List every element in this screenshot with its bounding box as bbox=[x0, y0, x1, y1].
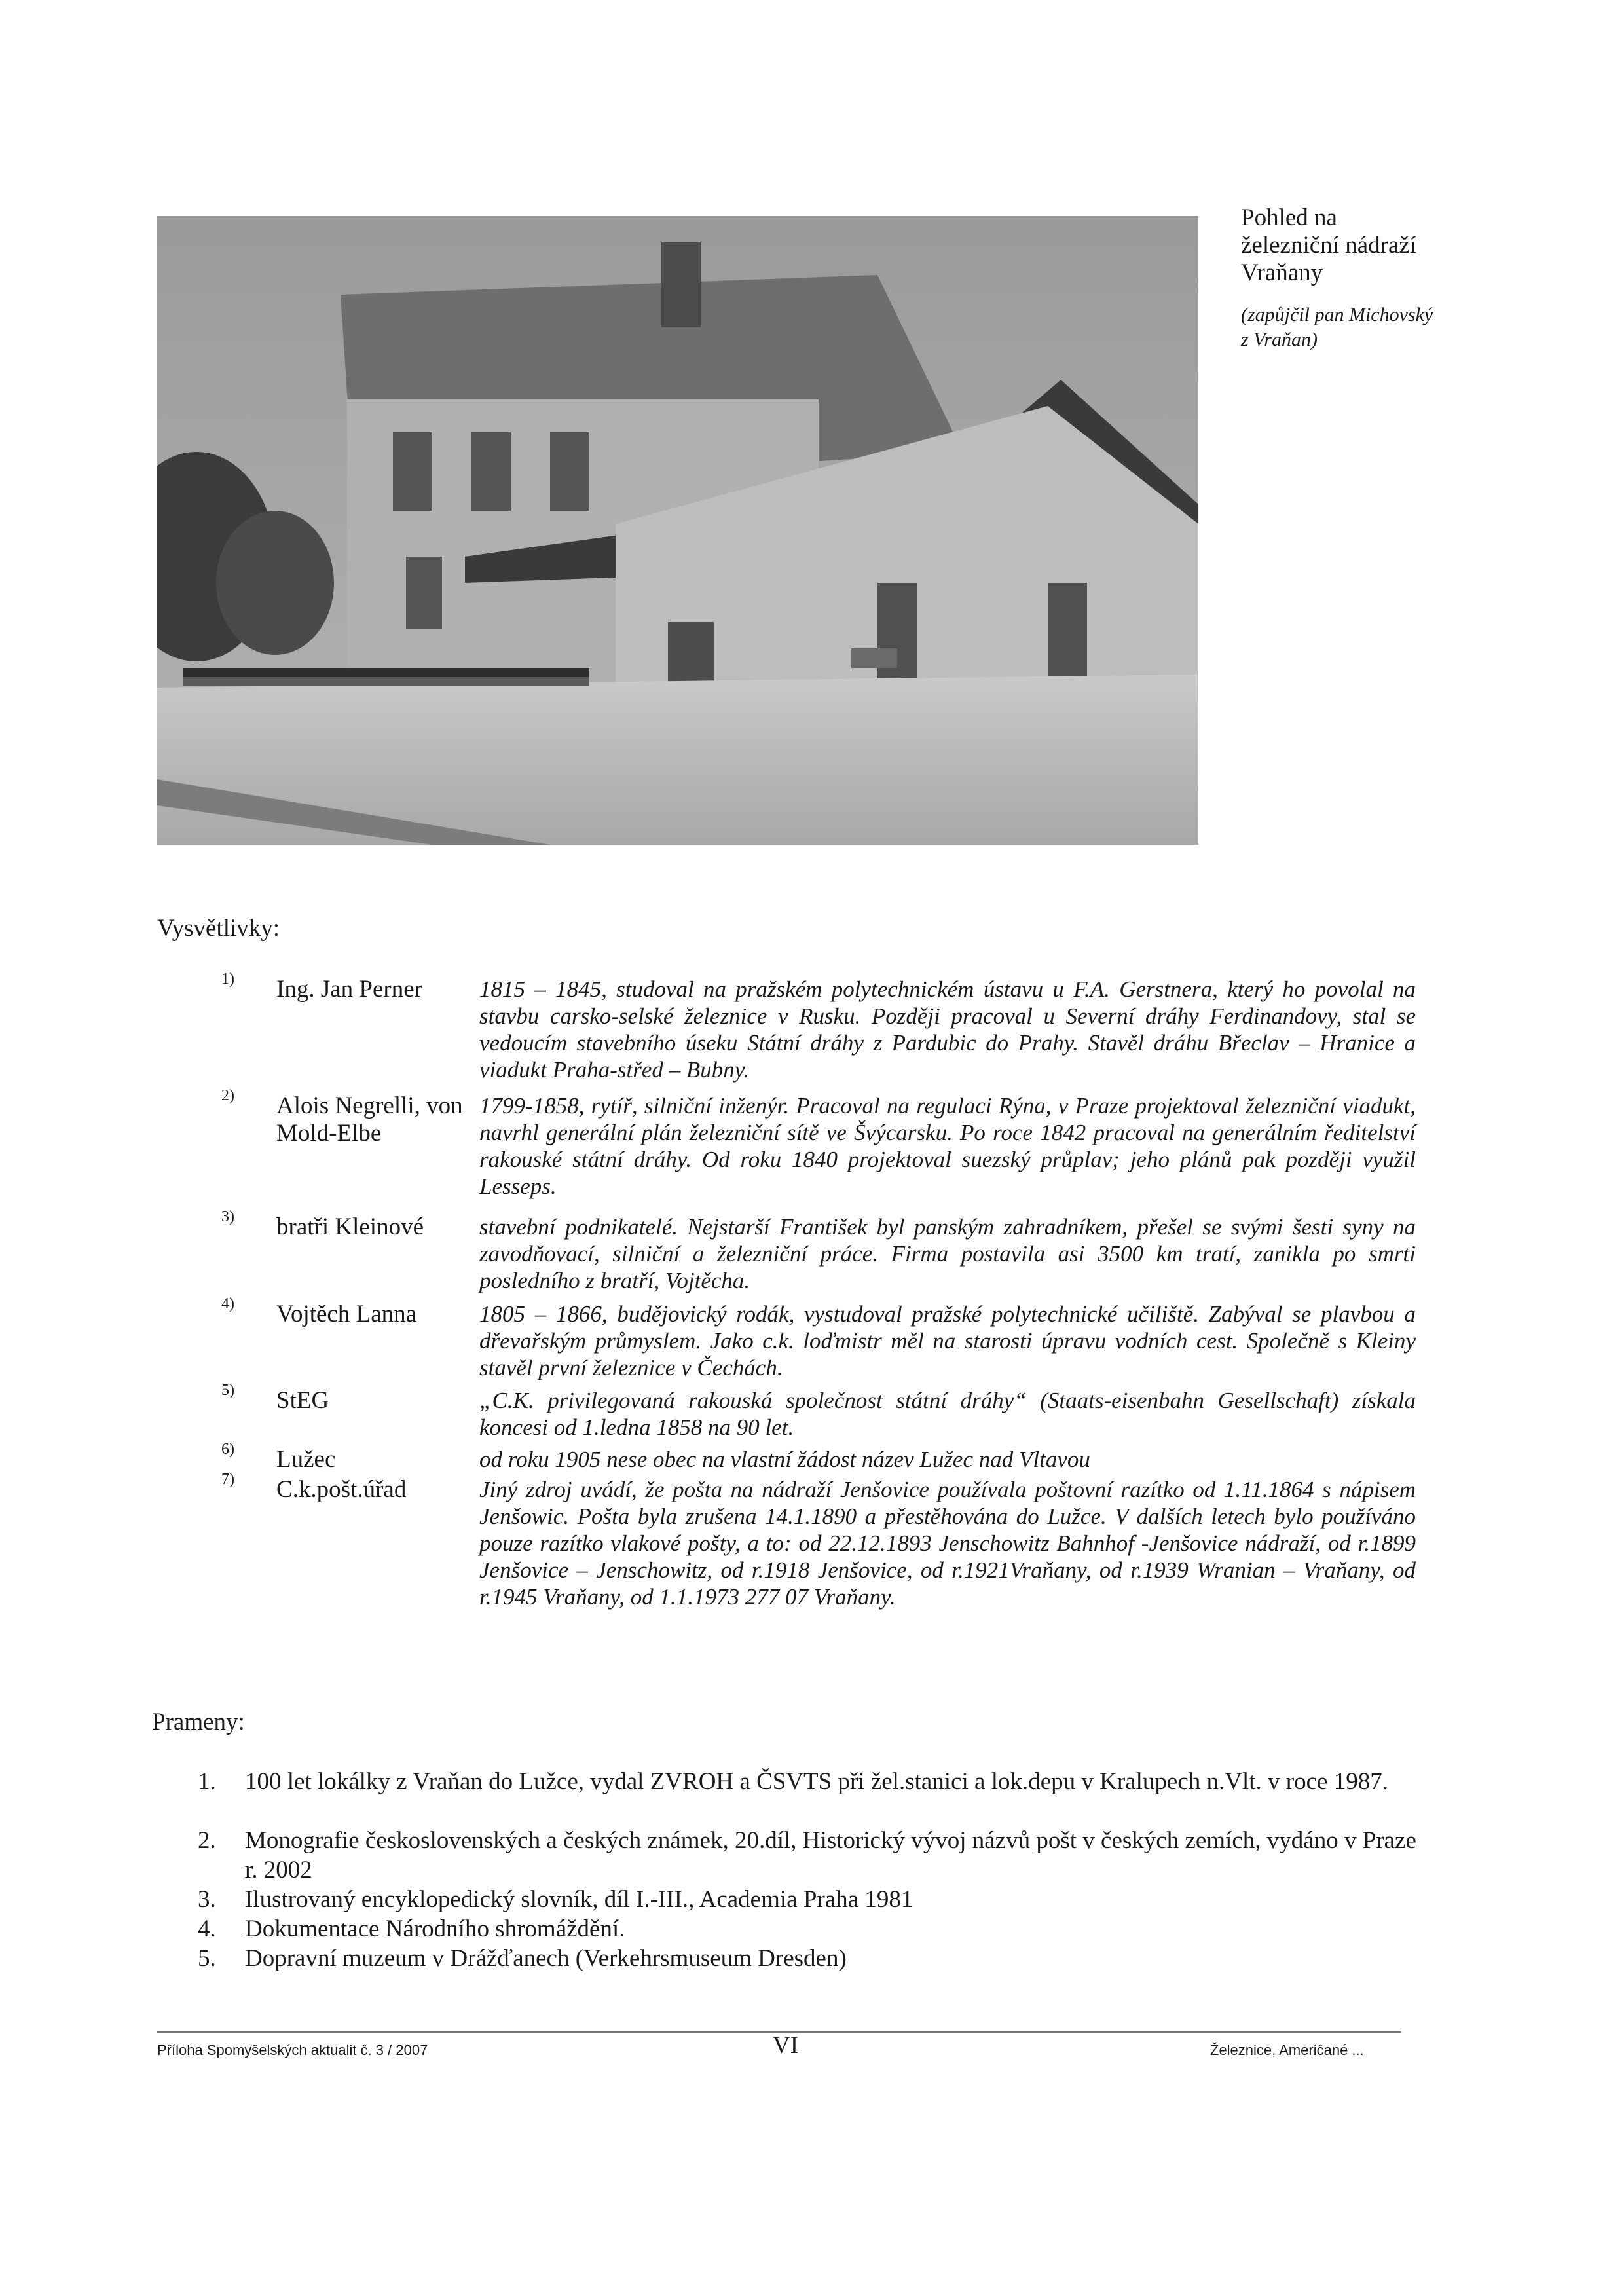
note-text: od roku 1905 nese obec na vlastní žádost název Lužec nad Vltavou bbox=[479, 1447, 1090, 1472]
legend-heading: Vysvětlivky: bbox=[157, 915, 280, 942]
photo-caption-title: Pohled na železniční nádraží Vraňany bbox=[1241, 204, 1417, 286]
photo-caption-credit: (zapůjčil pan Michovský z Vraňan) bbox=[1241, 304, 1433, 350]
photo-caption bbox=[1241, 204, 1437, 352]
source-text: Dopravní muzeum v Drážďanech (Verkehrsmuseum Dresden) bbox=[245, 1945, 847, 1972]
note-term: C.k.pošt.úřad bbox=[276, 1476, 407, 1503]
note-term: bratři Kleinové bbox=[276, 1213, 424, 1240]
note-term: Alois Negrelli, von Mold-Elbe bbox=[276, 1092, 463, 1147]
station-photo-illustration bbox=[157, 216, 1198, 845]
note-number: 5) bbox=[221, 1382, 234, 1399]
note-text: 1815 – 1845, studoval na pražském polytechnickém ústavu u F.A. Gerstnera, který ho povolal na stavbu carsko-selské železnice v Rusku. Později pracoval u Severní dráhy Ferdinandovy, stal se vedoucím stavebního úseku Státní dráhy z Pardubic do Prahy. Stavěl dráhu Břeclav – Hranice a viadukt Praha-střed – Bubny. bbox=[479, 976, 1416, 1083]
footer-publication: Příloha Spomyšelských aktualit č. 3 / 2007 bbox=[157, 2042, 428, 2058]
station-photo bbox=[157, 216, 1198, 845]
source-number: 3. bbox=[198, 1886, 216, 1913]
source-text: Ilustrovaný encyklopedický slovník, díl I.-III., Academia Praha 1981 bbox=[245, 1886, 913, 1913]
source-number: 1. bbox=[198, 1768, 216, 1795]
source-number: 5. bbox=[198, 1945, 216, 1972]
footer-section-title: Železnice, Američané ... bbox=[1210, 2042, 1364, 2058]
note-number: 3) bbox=[221, 1208, 234, 1225]
note-number: 2) bbox=[221, 1087, 234, 1104]
source-text: Monografie československých a českých známek, 20.díl, Historický vývoj názvů pošt v českých zemích, vydáno v Praze r. 2002 bbox=[245, 1827, 1416, 1883]
note-text: 1799-1858, rytíř, silniční inženýr. Pracoval na regulaci Rýna, v Praze projektoval železniční viadukt, navrhl generální plán železniční sítě ve Švýcarsku. Po roce 1842 pracoval na generálním ředitelství rakouské státní dráhy. Od roku 1840 projektoval suezský průplav; jeho plánů pak později využil Lesseps. bbox=[479, 1093, 1416, 1199]
page-number: VI bbox=[773, 2032, 799, 2059]
source-text: Dokumentace Národního shromáždění. bbox=[245, 1916, 625, 1942]
note-number: 6) bbox=[221, 1441, 234, 1458]
source-number: 4. bbox=[198, 1916, 216, 1942]
source-number: 2. bbox=[198, 1827, 216, 1854]
note-text: stavební podnikatelé. Nejstarší František byl panským zahradníkem, přešel se svými šesti syny na zavodňovací, silniční a železniční práce. Firma postavila asi 3500 km tratí, zanikla po smrti posledního z bratří, Vojtěcha. bbox=[479, 1214, 1416, 1293]
note-text: 1805 – 1866, budějovický rodák, vystudoval pražské polytechnické učiliště. Zabýval se plavbou a dřevařským průmyslem. Jako c.k. loďmistr měl na starosti úpravu vodních cest. Společně s Kleiny stavěl první železnice v Čechách. bbox=[479, 1301, 1416, 1380]
note-term: Vojtěch Lanna bbox=[276, 1301, 417, 1327]
note-number: 7) bbox=[221, 1471, 234, 1488]
note-term: Lužec bbox=[276, 1446, 336, 1473]
note-term: StEG bbox=[276, 1387, 329, 1414]
note-number: 4) bbox=[221, 1295, 234, 1312]
note-text: „C.K. privilegovaná rakouská společnost státní dráhy“ (Staats-eisenbahn Gesellschaft) získala koncesi od 1.ledna 1858 na 90 let. bbox=[479, 1388, 1416, 1440]
note-number: 1) bbox=[221, 971, 234, 988]
note-term: Ing. Jan Perner bbox=[276, 976, 422, 1003]
note-text: Jiný zdroj uvádí, že pošta na nádraží Jenšovice používala poštovní razítko od 1.11.1864 s nápisem Jenšowic. Pošta byla zrušena 14.1.1890 a přestěhována do Lužce. V dalších letech bylo používáno pouze razítko vlakové pošty, a to: od 22.12.1893 Jenschowitz Bahnhof -Jenšovice nádraží, od r.1899 Jenšovice – Jenschowitz, od r.1918 Jenšovice, od r.1921Vraňany, od r.1939 Wranian – Vraňany, od r.1945 Vraňany, od 1.1.1973 277 07 Vraňany. bbox=[479, 1477, 1416, 1610]
source-text: 100 let lokálky z Vraňan do Lužce, vydal ZVROH a ČSVTS při žel.stanici a lok.depu v Kralupech n.Vlt. v roce 1987. bbox=[245, 1768, 1388, 1795]
sources-heading: Prameny: bbox=[152, 1709, 245, 1735]
